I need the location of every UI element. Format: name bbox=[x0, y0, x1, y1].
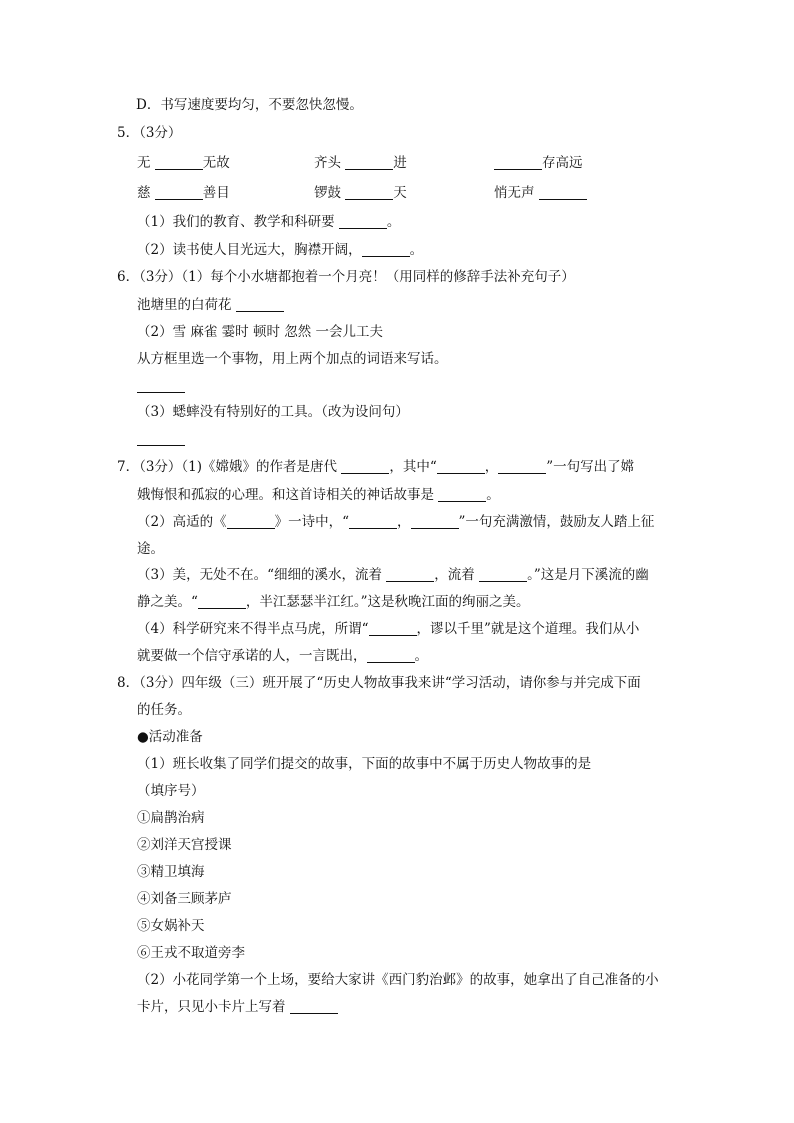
q5-row1-item3: 存高远 bbox=[494, 154, 583, 172]
answer-blank[interactable] bbox=[137, 378, 185, 393]
answer-blank[interactable] bbox=[345, 155, 393, 170]
answer-blank[interactable] bbox=[155, 155, 203, 170]
answer-blank[interactable] bbox=[339, 214, 387, 229]
answer-blank[interactable] bbox=[198, 594, 246, 609]
q5-row1-item2: 齐头 进 bbox=[314, 155, 407, 171]
q7-line1: 7．（3分）（1)《嫦娥》的作者是唐代 ，其中“ ， ”一句写出了嫦 bbox=[117, 459, 635, 475]
q8-option-1: ①扁鹊治病 bbox=[137, 810, 205, 826]
q6-line4: （3）蟋蟀没有特别好的工具。（改为设问句） bbox=[137, 404, 409, 420]
q5-row2-item2: 锣鼓 天 bbox=[314, 185, 407, 201]
answer-blank[interactable] bbox=[345, 185, 393, 200]
q7-line4: 途。 bbox=[137, 541, 164, 557]
q5-heading: 5．（3分） bbox=[117, 125, 182, 141]
q8-option-4: ④刘备三顾茅庐 bbox=[137, 891, 232, 907]
answer-blank[interactable] bbox=[290, 999, 338, 1014]
q7-line6: 静之美。“ ，半江瑟瑟半江红。”这是秋晚江面的绚丽之美。 bbox=[137, 594, 530, 610]
answer-blank[interactable] bbox=[362, 242, 410, 257]
q6-instruction: 从方框里选一个事物，用上两个加点的词语来写话。 bbox=[137, 351, 448, 367]
q6-answer-line bbox=[137, 430, 185, 448]
answer-blank[interactable] bbox=[437, 459, 485, 474]
q7-line2: 娥悔恨和孤寂的心理。和这首诗相关的神话故事是 。 bbox=[137, 487, 500, 503]
answer-blank[interactable] bbox=[349, 514, 397, 529]
q8-part2: （2）小花同学第一个上场，要给大家讲《西门豹治邺》的故事，她拿出了自己准备的小 bbox=[137, 972, 659, 988]
answer-blank[interactable] bbox=[369, 621, 417, 636]
answer-blank[interactable] bbox=[227, 514, 275, 529]
q7-line8: 就要做一个信守承诺的人，一言既出， 。 bbox=[137, 648, 428, 664]
answer-blank[interactable] bbox=[236, 297, 284, 312]
q8-activity-prep: ●活动准备 bbox=[137, 729, 203, 745]
q8-part1-cont: （填序号） bbox=[137, 783, 205, 799]
q8-part2-cont: 卡片，只见小卡片上写着 bbox=[137, 998, 338, 1016]
q8-option-5: ⑤女娲补天 bbox=[137, 918, 205, 934]
q5-row2-item1: 慈 善目 bbox=[137, 185, 230, 201]
q5-row2-item3: 悄无声 bbox=[494, 184, 587, 202]
q5-sentence2: （2）读书使人目光远大，胸襟开阔， 。 bbox=[137, 242, 424, 258]
answer-blank[interactable] bbox=[155, 185, 203, 200]
q8-option-2: ②刘洋天宫授课 bbox=[137, 837, 232, 853]
q6-line1: 池塘里的白荷花 bbox=[137, 296, 284, 314]
q4-option-d: D．书写速度要均匀，不要忽快忽慢。 bbox=[136, 97, 363, 113]
q8-heading-cont: 的任务。 bbox=[137, 702, 191, 718]
answer-blank[interactable] bbox=[341, 459, 389, 474]
q8-heading: 8．（3分）四年级（三）班开展了“历史人物故事我来讲“学习活动，请你参与并完成下面 bbox=[117, 675, 641, 691]
q8-part1: （1）班长收集了同学们提交的故事，下面的故事中不属于历史人物故事的是 bbox=[137, 756, 592, 772]
q5-row1-item1: 无 无故 bbox=[137, 155, 230, 171]
answer-blank[interactable] bbox=[479, 567, 527, 582]
answer-blank[interactable] bbox=[494, 155, 542, 170]
q8-option-3: ③精卫填海 bbox=[137, 864, 205, 880]
answer-blank[interactable] bbox=[137, 431, 185, 446]
q5-sentence1: （1）我们的教育、教学和科研要 。 bbox=[137, 214, 401, 230]
q8-option-6: ⑥王戎不取道旁李 bbox=[137, 945, 245, 961]
q6-heading: 6．（3分）（1）每个小水塘都抱着一个月亮！（用同样的修辞手法补充句子） bbox=[117, 269, 575, 285]
q6-answer-line bbox=[137, 377, 185, 395]
answer-blank[interactable] bbox=[498, 459, 546, 474]
q7-line3: （2）高适的《 》一诗中，“ ， ”一句充满激情，鼓励友人踏上征 bbox=[137, 514, 655, 530]
answer-blank[interactable] bbox=[438, 487, 486, 502]
q7-line7: （4）科学研究来不得半点马虎，所谓“ ，谬以千里”就是这个道理。我们从小 bbox=[137, 621, 640, 637]
answer-blank[interactable] bbox=[386, 567, 434, 582]
answer-blank[interactable] bbox=[539, 185, 587, 200]
q7-line5: （3）美，无处不在。“细细的溪水，流着 ，流着 。”这是月下溪流的幽 bbox=[137, 567, 649, 583]
answer-blank[interactable] bbox=[411, 514, 459, 529]
answer-blank[interactable] bbox=[367, 648, 415, 663]
q6-word-box: （2）雪 麻雀 霎时 顿时 忽然 一会儿工夫 bbox=[137, 324, 384, 340]
